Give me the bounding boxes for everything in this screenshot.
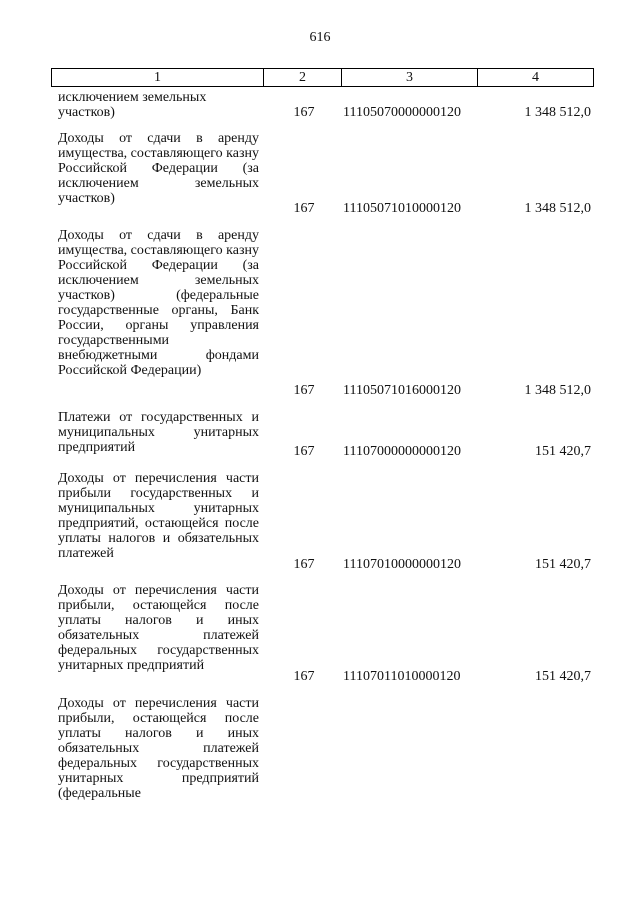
row-amount: 151 420,7 [535,669,591,684]
row-code: 11105071016000120 [343,383,461,398]
row-col2: 167 [293,105,315,120]
row-col2: 167 [293,669,315,684]
row-code: 11105070000000120 [343,105,461,120]
row-col2: 167 [293,383,315,398]
page-number: 616 [309,30,331,45]
row-description: Платежи от государственных и муниципальных унитарных предприятий [58,410,259,455]
row-amount: 151 420,7 [535,444,591,459]
row-description: Доходы от перечисления части прибыли, остающейся после уплаты налогов и иных обязательных платежей федеральных государственных унитарных предприятий [58,583,259,673]
row-description: Доходы от перечисления части прибыли, остающейся после уплаты налогов и иных обязательных платежей федеральных государственных унитарных предприятий (федеральные [58,696,259,801]
row-amount: 1 348 512,0 [524,383,591,398]
header-col-3: 3 [342,69,478,87]
row-code: 11107010000000120 [343,557,461,572]
row-amount: 1 348 512,0 [524,105,591,120]
row-col2: 167 [293,444,315,459]
row-col2: 167 [293,201,315,216]
row-description: Доходы от сдачи в аренду имущества, составляющего казну Российской Федерации (за исключением земельных участков) (федеральные государственные органы, Банк России, органы управления государственными внебюджетными фондами Российской Федерации) [58,228,259,378]
header-col-4: 4 [478,69,594,87]
row-code: 11107000000000120 [343,444,461,459]
row-description: исключением земельных участков) [58,90,207,120]
row-description: Доходы от сдачи в аренду имущества, составляющего казну Российской Федерации (за исключением земельных участков) [58,131,259,206]
header-col-2: 2 [264,69,342,87]
row-code: 11107011010000120 [343,669,461,684]
row-code: 11105071010000120 [343,201,461,216]
row-col2: 167 [293,557,315,572]
row-amount: 1 348 512,0 [524,201,591,216]
header-col-1: 1 [52,69,264,87]
row-amount: 151 420,7 [535,557,591,572]
row-description: Доходы от перечисления части прибыли государственных и муниципальных унитарных предприятий, остающейся после уплаты налогов и обязательных платежей [58,471,259,561]
table-header [51,68,594,87]
